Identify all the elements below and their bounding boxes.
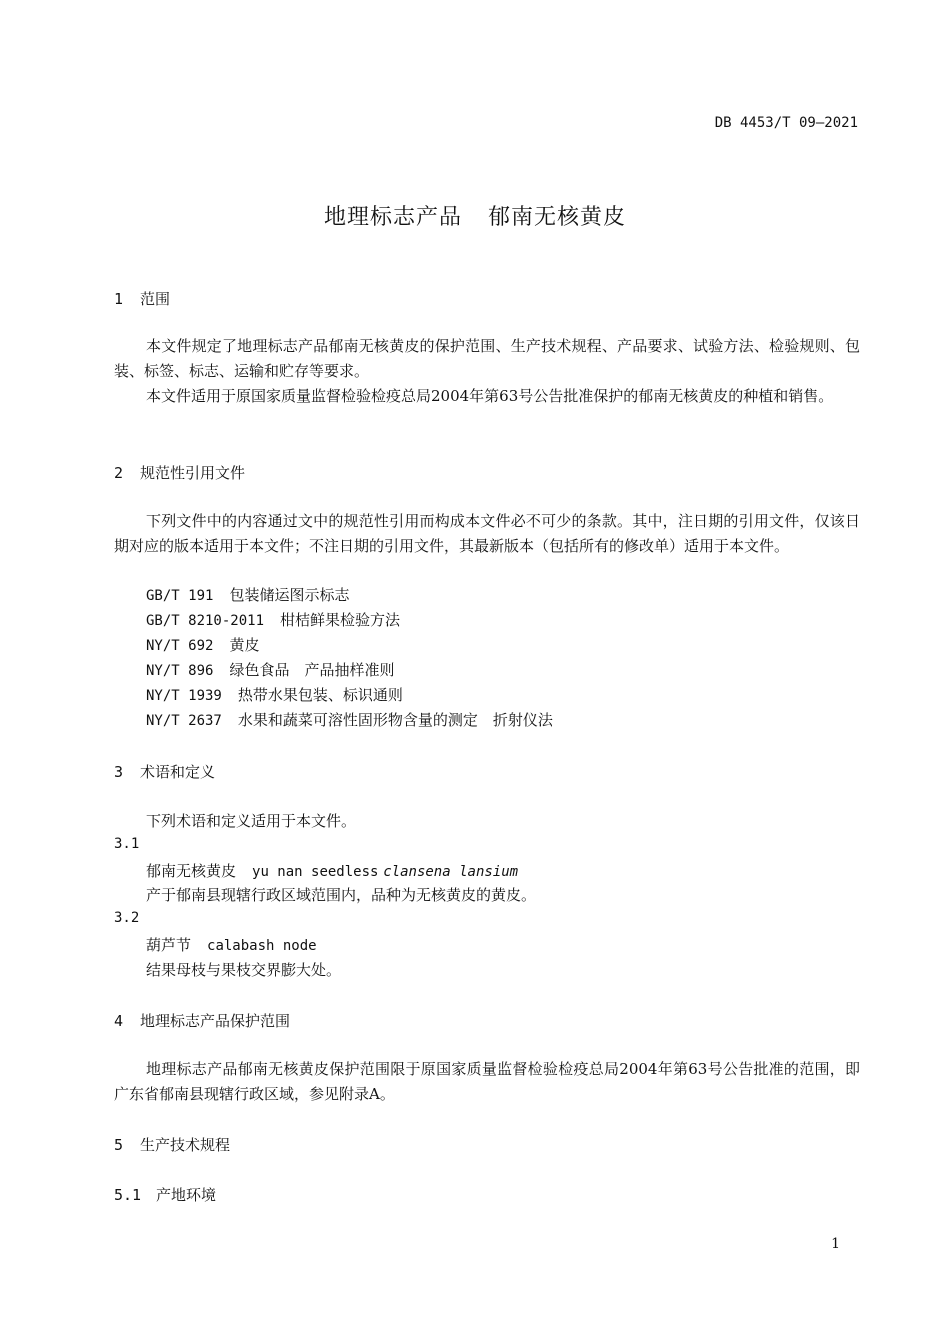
reference-name: 黄皮: [229, 636, 260, 654]
title-part-2: 郁南无核黄皮: [488, 205, 627, 230]
subsection-number: 5.1: [114, 1186, 142, 1204]
section-4-paragraph-1: 地理标志产品郁南无核黄皮保护范围限于原国家质量监督检验检疫总局2004年第63号公告批准的范围，即广东省郁南县现辖行政区域，参见附录A。: [114, 1060, 860, 1103]
document-code: DB 4453/T 09—2021: [714, 115, 858, 131]
reference-item: [146, 634, 259, 655]
section-1-paragraph-2: 本文件适用于原国家质量监督检验检疫总局2004年第63号公告批准保护的郁南无核黄皮的种植和销售。: [146, 387, 834, 405]
section-1-heading: [114, 288, 170, 309]
term-title: [146, 934, 317, 955]
reference-name: 水果和蔬菜可溶性固形物含量的测定 折射仪法: [237, 711, 553, 729]
reference-code: NY/T 1939: [146, 688, 222, 704]
section-3-heading: [114, 761, 215, 782]
section-title: 规范性引用文件: [140, 464, 246, 482]
section-number: 2: [114, 464, 124, 482]
reference-item: [146, 659, 394, 680]
page-number: 1: [831, 1236, 840, 1252]
term-number: 3.1: [114, 836, 140, 852]
section-1-paragraph-1: 本文件规定了地理标志产品郁南无核黄皮的保护范围、生产技术规程、产品要求、试验方法、检验规则、包装、标签、标志、运输和贮存等要求。: [114, 337, 860, 380]
reference-code: NY/T 896: [146, 663, 214, 679]
term-english: yu nan seedless: [252, 864, 379, 880]
section-title: 范围: [140, 290, 171, 308]
reference-name: 包装储运图示标志: [229, 586, 350, 604]
reference-code: GB/T 8210-2011: [146, 613, 265, 629]
section-2-heading: [114, 462, 245, 483]
reference-item: [146, 709, 553, 730]
term-definition: 产于郁南县现辖行政区域范围内，品种为无核黄皮的黄皮。: [146, 886, 537, 904]
reference-name: 热带水果包装、标识通则: [237, 686, 403, 704]
reference-item: [146, 684, 403, 705]
section-3-intro: 下列术语和定义适用于本文件。: [146, 812, 357, 830]
term-number: 3.2: [114, 910, 140, 926]
section-title: 术语和定义: [140, 763, 216, 781]
term-english: calabash node: [207, 938, 317, 954]
term-chinese: 葫芦节: [146, 936, 192, 954]
reference-item: [146, 609, 400, 630]
reference-name: 柑桔鲜果检验方法: [280, 611, 401, 629]
section-number: 4: [114, 1012, 124, 1030]
section-title: 地理标志产品保护范围: [140, 1012, 291, 1030]
section-number: 1: [114, 290, 124, 308]
subsection-title: 产地环境: [156, 1186, 217, 1204]
section-5-heading: [114, 1134, 230, 1155]
term-definition: 结果母枝与果枝交界膨大处。: [146, 961, 342, 979]
reference-name: 绿色食品 产品抽样准则: [229, 661, 395, 679]
term-latin: clansena lansium: [383, 864, 519, 880]
section-2-paragraph-1: 下列文件中的内容通过文中的规范性引用而构成本文件必不可少的条款。其中，注日期的引用文件，仅该日期对应的版本适用于本文件；不注日期的引用文件，其最新版本（包括所有的修改单）适用于本文件。: [114, 512, 860, 555]
term-chinese: 郁南无核黄皮: [146, 862, 237, 880]
section-title: 生产技术规程: [140, 1136, 231, 1154]
section-4-heading: [114, 1010, 290, 1031]
section-number: 5: [114, 1136, 124, 1154]
reference-code: GB/T 191: [146, 588, 214, 604]
term-title: [146, 860, 518, 881]
reference-code: NY/T 692: [146, 638, 214, 654]
document-title: [0, 200, 950, 231]
title-part-1: 地理标志产品: [323, 205, 462, 230]
reference-item: [146, 584, 349, 605]
reference-code: NY/T 2637: [146, 713, 222, 729]
subsection-5-1-heading: [114, 1184, 216, 1205]
section-number: 3: [114, 763, 124, 781]
